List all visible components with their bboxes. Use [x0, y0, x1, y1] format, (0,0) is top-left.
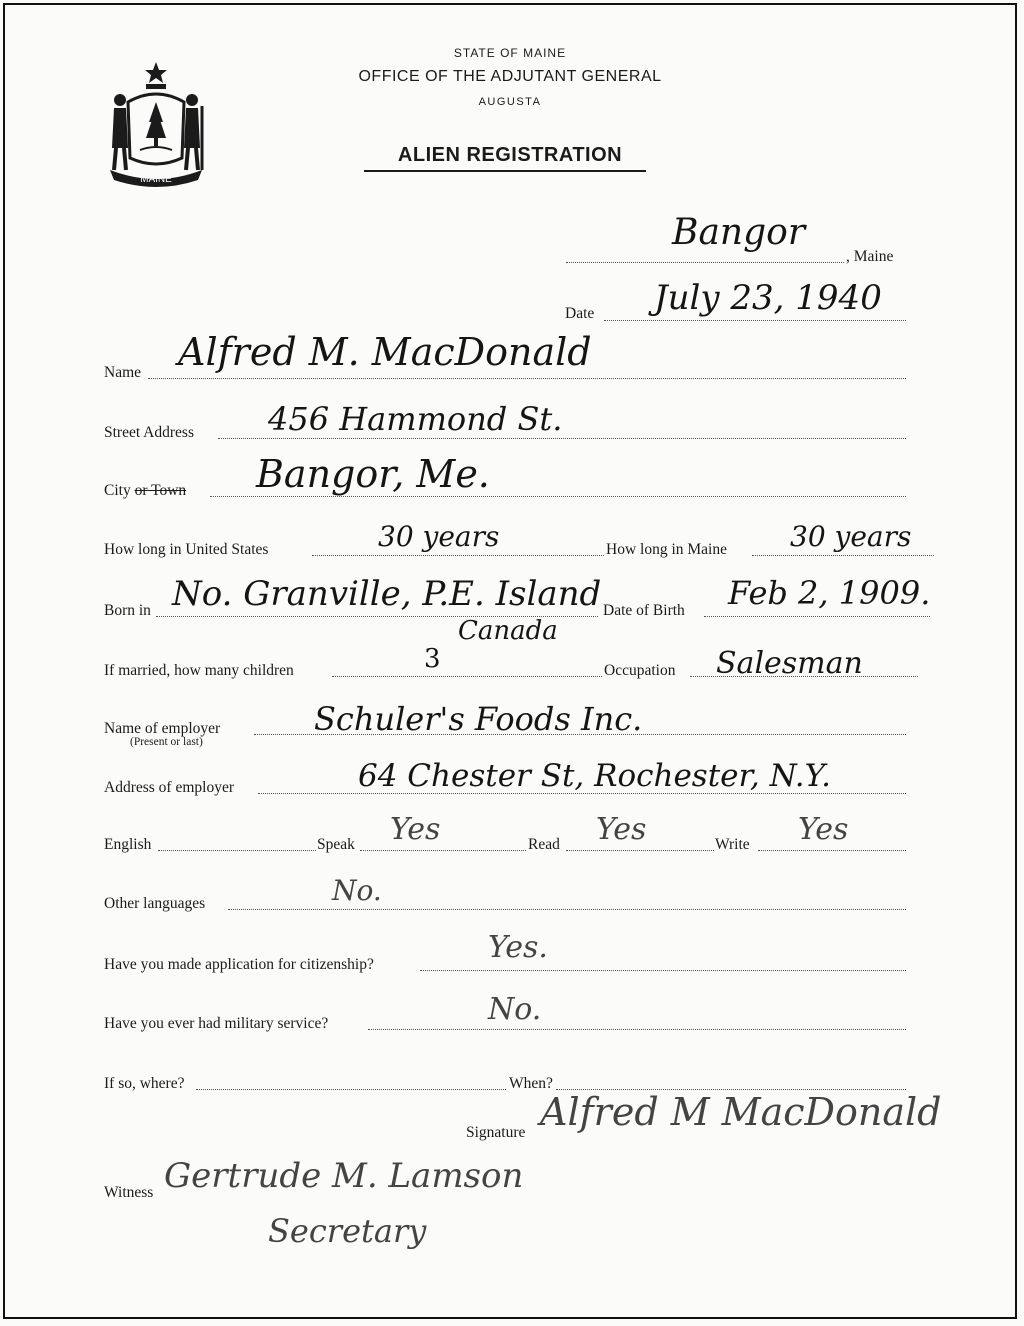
header-office: OFFICE OF THE ADJUTANT GENERAL [358, 68, 662, 85]
maine-duration-label: How long in Maine [606, 541, 727, 558]
maine-duration-value: 30 years [790, 520, 912, 553]
employer-sublabel: (Present or last) [130, 736, 203, 748]
employer-label: Name of employer [104, 720, 221, 737]
form-title: ALIEN REGISTRATION [397, 144, 623, 166]
us-duration-label: How long in United States [104, 541, 269, 558]
other-languages-line [228, 909, 906, 910]
us-duration-line [312, 555, 604, 556]
city-value: Bangor, Me. [256, 452, 490, 496]
military-value: No. [488, 992, 542, 1027]
speak-label: Speak [317, 836, 355, 853]
title-underline [364, 170, 646, 172]
military-line [368, 1029, 906, 1030]
name-value: Alfred M. MacDonald [178, 330, 592, 374]
maine-state-seal-icon [106, 58, 206, 188]
speak-line [360, 850, 526, 851]
english-line [158, 850, 316, 851]
born-in-value-line2: Canada [458, 616, 558, 646]
street-label: Street Address [104, 424, 194, 441]
where-line [196, 1089, 506, 1090]
employer-value: Schuler's Foods Inc. [314, 700, 643, 738]
where-label: If so, where? [104, 1075, 185, 1092]
dob-line [704, 616, 930, 617]
military-label: Have you ever had military service? [104, 1015, 329, 1032]
children-label: If married, how many children [104, 662, 294, 679]
write-line [758, 850, 906, 851]
citizenship-line [420, 970, 906, 971]
witness-label: Witness [104, 1184, 154, 1201]
citizenship-value: Yes. [488, 930, 548, 965]
read-value: Yes [596, 812, 647, 847]
employer-address-label: Address of employer [104, 779, 234, 796]
witness-title: Secretary [268, 1212, 427, 1250]
employer-address-value: 64 Chester St, Rochester, N.Y. [358, 758, 831, 794]
witness-value: Gertrude M. Lamson [164, 1156, 524, 1196]
read-line [566, 850, 714, 851]
dob-value: Feb 2, 1909. [728, 574, 931, 612]
us-duration-value: 30 years [378, 520, 500, 553]
svg-text:MAINE: MAINE [140, 174, 172, 185]
place-value: Bangor [672, 212, 806, 253]
when-label: When? [509, 1075, 553, 1092]
signature-value: Alfred M MacDonald [540, 1090, 942, 1134]
write-label: Write [715, 836, 750, 853]
born-in-label: Born in [104, 602, 151, 619]
name-line [148, 378, 906, 379]
place-line [566, 262, 844, 263]
date-line [604, 320, 906, 321]
date-value: July 23, 1940 [654, 278, 882, 318]
dob-label: Date of Birth [603, 602, 685, 619]
date-label: Date [565, 305, 595, 322]
header-state: STATE OF MAINE [453, 46, 567, 60]
signature-label: Signature [466, 1124, 526, 1141]
city-label: City or Town [104, 482, 187, 499]
english-label: English [104, 836, 152, 853]
place-suffix: , Maine [846, 248, 894, 265]
read-label: Read [528, 836, 560, 853]
city-label-struck: or Town [134, 482, 187, 499]
occupation-label: Occupation [604, 662, 676, 679]
speak-value: Yes [390, 812, 441, 847]
city-line [210, 496, 906, 497]
header-city: AUGUSTA [478, 96, 542, 108]
born-in-value: No. Granville, P.E. Island [172, 574, 602, 614]
occupation-value: Salesman [716, 646, 863, 681]
citizenship-label: Have you made application for citizenship? [104, 956, 374, 973]
name-label: Name [104, 364, 142, 381]
street-value: 456 Hammond St. [268, 400, 563, 438]
street-line [218, 438, 906, 439]
maine-duration-line [752, 555, 934, 556]
children-value: 3 [424, 644, 441, 674]
other-languages-label: Other languages [104, 895, 206, 912]
write-value: Yes [798, 812, 849, 847]
children-line [332, 676, 602, 677]
other-languages-value: No. [332, 874, 382, 907]
